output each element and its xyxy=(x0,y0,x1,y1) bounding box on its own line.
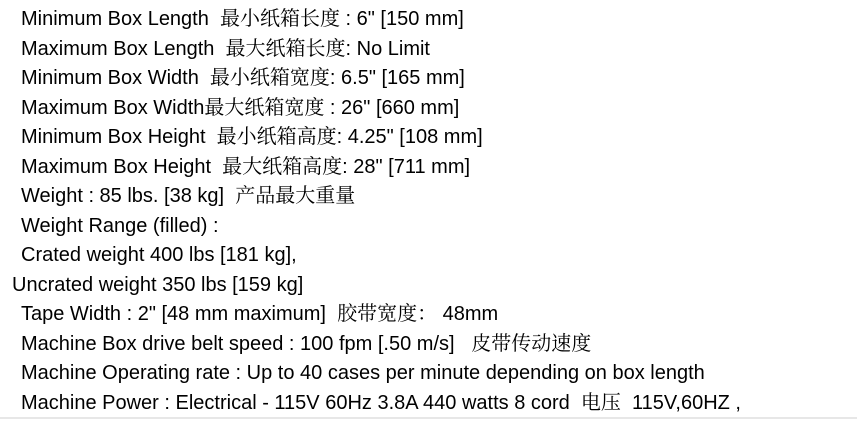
spec-line-min-box-height: Minimum Box Height 最小纸箱高度: 4.25" [108 mm] xyxy=(21,126,483,148)
spec-line-belt-speed: Machine Box drive belt speed : 100 fpm [.50 m/s] 皮带传动速度 xyxy=(21,332,592,355)
spec-line-min-box-length: Minimum Box Length 最小纸箱长度 : 6" [150 mm] xyxy=(21,8,464,30)
spec-line-max-box-length: Maximum Box Length 最大纸箱长度: No Limit xyxy=(21,37,430,60)
spec-line-max-box-height: Maximum Box Height 最大纸箱高度: 28" [711 mm] xyxy=(21,155,471,178)
spec-line-operating-rate: Machine Operating rate : Up to 40 cases per minute depending on box length xyxy=(21,362,705,384)
spec-line-uncrated-weight: Uncrated weight 350 lbs [159 kg] xyxy=(12,273,304,296)
spec-line-tape-width: Tape Width : 2" [48 mm maximum] 胶带宽度： 48mm xyxy=(21,303,499,325)
spec-line-max-box-width: Maximum Box Width最大纸箱宽度 : 26" [660 mm] xyxy=(21,96,460,119)
bottom-divider xyxy=(0,417,857,419)
spec-line-machine-power: Machine Power : Electrical - 115V 60Hz 3.8A 440 watts 8 cord 电压 115V,60HZ , xyxy=(21,391,741,414)
spec-line-crated-weight: Crated weight 400 lbs [181 kg], xyxy=(21,244,297,266)
spec-line-min-box-width: Minimum Box Width 最小纸箱宽度: 6.5" [165 mm] xyxy=(21,67,465,89)
spec-sheet xyxy=(0,5,857,418)
spec-line-weight: Weight : 85 lbs. [38 kg] 产品最大重量 xyxy=(21,185,356,207)
spec-line-weight-range: Weight Range (filled) : xyxy=(21,214,219,237)
